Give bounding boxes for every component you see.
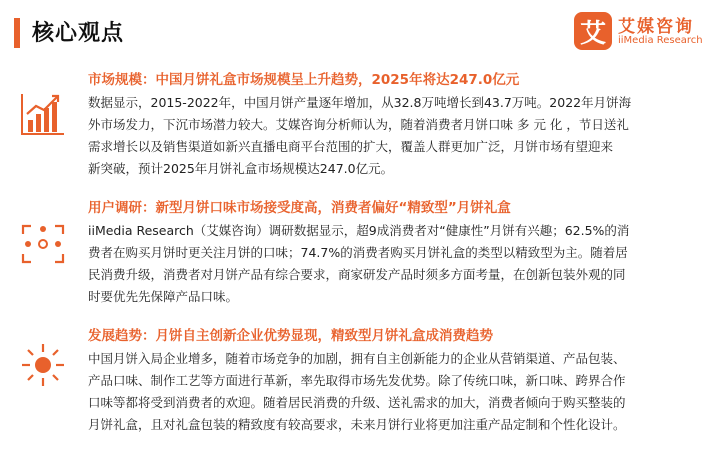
growth-chart-icon: [18, 90, 68, 140]
page-title: 核心观点: [32, 21, 125, 46]
logo-text-cn: 艾媒咨询: [618, 17, 694, 37]
user-survey-icon: [18, 220, 68, 270]
section-heading: 市场规模：中国月饼礼盒市场规模呈上升趋势，2025年将达247.0亿元: [88, 72, 520, 88]
section-body: [88, 92, 694, 180]
section-heading: 发展趋势：月饼自主创新企业优势显现，精致型月饼礼盒成消费趋势: [88, 328, 493, 344]
body-line: 外市场发力，下沉市场潜力较大。艾媒咨询分析师认为，随着消费者月饼口味 多 元 化 ，节日送礼: [88, 117, 629, 132]
body-line: 月饼礼盒，且对礼盒包装的精致度有较高要求，未来月饼行业将更加注重产品定制和个性化设计。: [88, 417, 626, 432]
body-line: 时要优先先保障产品口味。: [88, 289, 239, 304]
body-line: 新突破，预计2025年月饼礼盒市场规模达247.0亿元。: [88, 161, 394, 176]
section-body: [88, 348, 694, 436]
brand-logo: [574, 10, 704, 54]
sun-trend-icon: [18, 340, 68, 390]
body-line: 数据显示，2015-2022年，中国月饼产量逐年增加，从32.8万吨增长到43.7万吨。2022年月饼海: [88, 95, 632, 110]
title-accent-bar: [14, 18, 20, 48]
body-line: 费者在购买月饼时更关注月饼的口味；74.7%的消费者购买月饼礼盒的类型以精致型为主。随着居: [88, 245, 628, 260]
body-line: 口味等都将受到消费者的欢迎。随着居民消费的升级、送礼需求的加大，消费者倾向于购买整装的: [88, 395, 626, 410]
logo-text-en: iiMedia Research: [618, 35, 703, 46]
body-line: 民消费升级，消费者对月饼产品有综合要求，商家研发产品时须多方面考量，在创新包装外观的同: [88, 267, 626, 282]
section-heading: 用户调研：新型月饼口味市场接受度高，消费者偏好“精致型”月饼礼盒: [88, 200, 511, 216]
section-body: [88, 220, 694, 308]
body-line: 中国月饼入局企业增多，随着市场竞争的加剧，拥有自主创新能力的企业从营销渠道、产品包装、: [88, 351, 626, 366]
body-line: 需求增长以及销售渠道如新兴直播电商平台范围的扩大，覆盖人群更加广泛，月饼市场有望迎来: [88, 139, 614, 154]
body-line: iiMedia Research（艾媒咨询）调研数据显示，超9成消费者对“健康性”月饼有兴趣；62.5%的消: [88, 223, 630, 238]
body-line: 产品口味、制作工艺等方面进行革新，率先取得市场先发优势。除了传统口味，新口味、跨界合作: [88, 373, 626, 388]
logo-mark: 艾: [574, 12, 612, 50]
